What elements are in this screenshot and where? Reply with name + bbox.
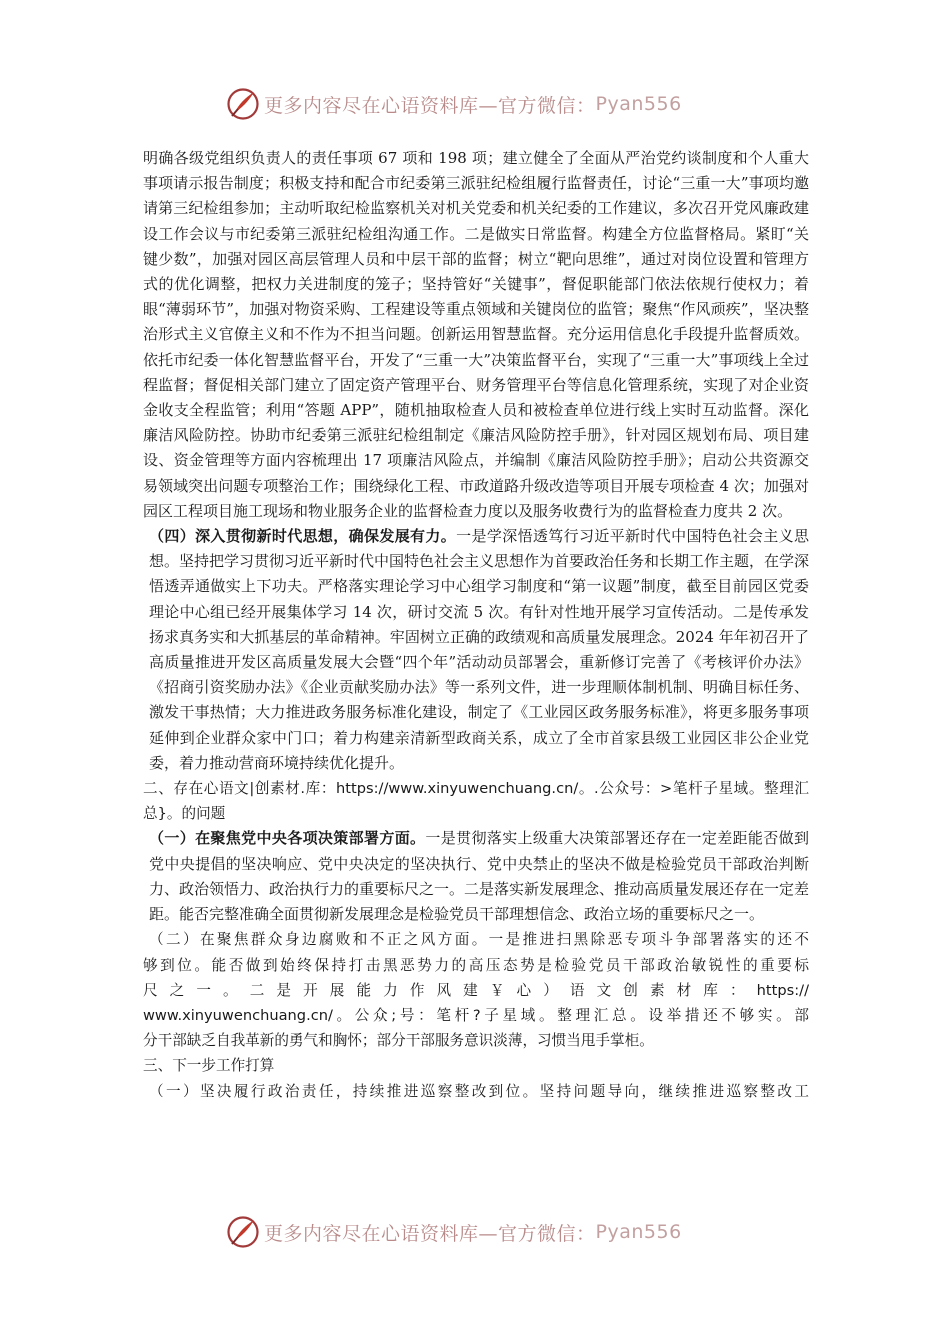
problem-2-line-4: www.xinyuwenchuang.cn/。公众;号：笔杆?子星域。整理汇总。设举措还不够实。部 [143,1006,809,1024]
banner-wechat-id: Pyan556 [595,93,682,115]
quill-logo-icon [226,87,260,121]
document-body [143,146,809,1104]
banner-wechat-id: Pyan556 [595,1221,682,1243]
quill-logo-icon [226,1215,260,1249]
paragraph-thought [143,524,809,776]
section-4-heading: （四）深入贯彻新时代思想，确保发展有力。 [149,527,457,546]
paragraph-corruption [143,927,809,1053]
banner-text: 更多内容尽在心语资料库—官方微信： [264,1222,596,1245]
problem-2-line-5: 分干部缺乏自我革新的勇气和胸怀；部分干部服务意识淡薄，习惯当甩手掌柜。 [143,1032,654,1050]
paragraph-decision [143,826,809,927]
section-3-heading: 三、下一步工作打算 [143,1057,275,1075]
section-4-text: 一是学深悟透笃行习近平新时代中国特色社会主义思想。坚持把学习贯彻习近平新时代中国特色社会主义思想作为首要政治任务和长期工作主题，在学深悟透弄通做实上下功夫。严格落实理论学习中心组学习制度和“第一议题”制度，截至目前园区党委理论中心组已经开展集体学习 14 次，研讨交流 5 次。有针对性地开展学习宣传活动。二是传承发扬求真务实和大抓基层的革命精神。牢固树立正确的政绩观和高质量发展理念。2024 年年初召开了高质量推进开发区高质量发展大会暨“四个年”活动动员部署会，重新修订完善了《考核评价办法》《招商引资奖励办法》《企业贡献奖励办法》等一系列文件，进一步理顺体制机制、明确目标任务、激发干事热情；大力推进政务服务标准化建设，制定了《工业园区政务服务标准》，将更多服务事项延伸到企业群众家中门口；着力构建亲清新型政商关系，成立了全市首家县级工业园区非公企业党委，着力推动营商环境持续优化提升。 [149,527,810,772]
problem-1-heading: （一）在聚焦党中央各项决策部署方面。 [149,829,426,848]
problem-2-line-2: 够到位。能否做到始终保持打击黑恶势力的高压态势是检验党员干部政治敏锐性的重要标 [143,956,809,974]
footer-banner [0,1212,950,1252]
paragraph-next-steps [143,1079,809,1104]
banner-text: 更多内容尽在心语资料库—官方微信： [264,94,596,117]
section-2-heading: 二、存在心语文|创素材.库：https://www.xinyuwenchuang.cn/。.公众号：>笔杆子星域。整理汇总}。的问题 [143,780,809,823]
paragraph-supervision: 明确各级党组织负责人的责任事项 67 项和 198 项；建立健全了全面从严治党约谈制度和个人重大事项请示报告制度；积极支持和配合市纪委第三派驻纪检组履行监督责任，讨论“三重一大”事项均邀请第三纪检组参加；主动听取纪检监察机关对机关党委和机关纪委的工作建议，多次召开党风廉政建设工作会议与市纪委第三派驻纪检组沟通工作。二是做实日常监督。构建全方位监督格局。紧盯“关键少数”，加强对园区高层管理人员和中层干部的监督；树立“靶向思维”，通过对岗位设置和管理方式的优化调整，把权力关进制度的笼子；坚持管好“关键事”，督促职能部门依法依规行使权力；着眼“薄弱环节”，加强对物资采购、工程建设等重点领域和关键岗位的监管；聚焦“作风顽疾”，坚决整治形式主义官僚主义和不作为不担当问题。创新运用智慧监督。充分运用信息化手段提升监督质效。依托市纪委一体化智慧监督平台，开发了“三重一大”决策监督平台，实现了“三重一大”事项线上全过程监督；督促相关部门建立了固定资产管理平台、财务管理平台等信息化管理系统，实现了对企业资金收支全程监管；利用“答题 APP”，随机抽取检查人员和被检查单位进行线上实时互动监督。深化廉洁风险防控。协助市纪委第三派驻纪检组制定《廉洁风险防控手册》，针对园区规划布局、项目建设、资金管理等方面内容梳理出 17 项廉洁风险点，并编制《廉洁风险防控手册》；启动公共资源交易领域突出问题专项整治工作；围绕绿化工程、市政道路升级改造等项目开展专项检查 4 次；加强对园区工程项目施工现场和物业服务企业的监督检查力度以及服务收费行为的监督检查力度共 2 次。 [143,149,809,520]
header-banner [0,84,950,124]
problem-2-line-3: 尺之一。二是开展能力作风建￥心）语文创素材库：https:// [143,981,809,999]
plan-1-line-1: （一）坚决履行政治责任，持续推进巡察整改到位。坚持问题导向，继续推进巡察整改工 [149,1082,809,1100]
problem-2-line-1: （二）在聚焦群众身边腐败和不正之风方面。一是推进扫黑除恶专项斗争部署落实的还不 [149,931,809,949]
problem-1-text: 一是贯彻落实上级重大决策部署还存在一定差距能否做到党中央提倡的坚决响应、党中央决定的坚决执行、党中央禁止的坚决不做是检验党员干部政治判断力、政治领悟力、政治执行力的重要标尺之一。二是落实新发展理念、推动高质量发展还存在一定差距。能否完整准确全面贯彻新发展理念是检验党员干部理想信念、政治立场的重要标尺之一。 [149,829,810,924]
